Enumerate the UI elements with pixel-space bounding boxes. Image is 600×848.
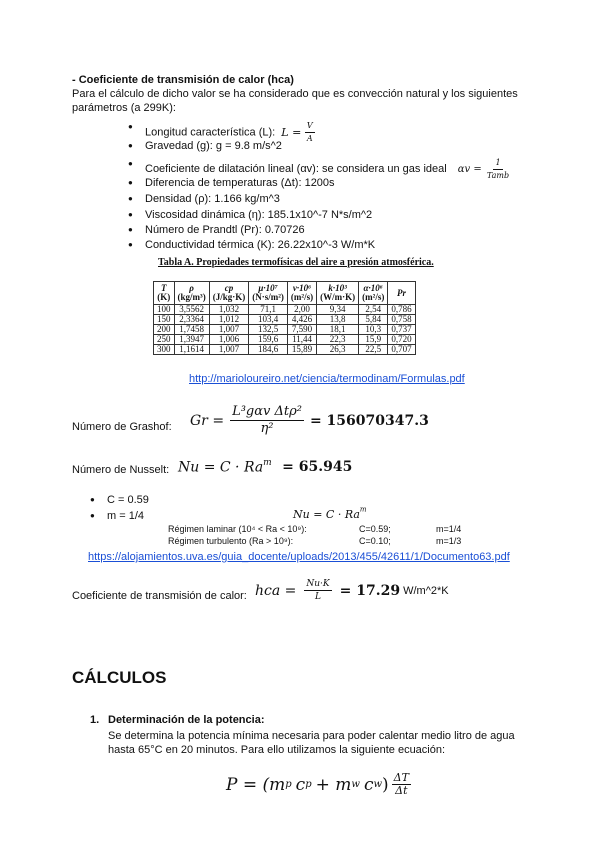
section-heading: - Coeficiente de transmisión de calor (hca) [72,74,294,86]
table-cell: 1,3947 [174,335,209,345]
grashof-label: Número de Grashof: [72,421,172,433]
table-cell: 22,3 [317,335,359,345]
table-header-cell: k·10³ (W/m·K) [317,282,359,305]
table-cell: 103,4 [249,315,288,325]
table-cell: 1,032 [209,305,249,315]
intro-line-2: parámetros (a 299K): [72,102,176,114]
nusselt-formula: $Nu = C \cdot Ra^m = 65.945$ [178,458,353,476]
regime-turbulent: Régimen turbulento (Ra > 10⁹): C=0.10; m=1/3 [168,536,462,546]
table-cell: 13,8 [317,315,359,325]
constant-c: ● C = 0.59 [107,493,149,507]
table-cell: 1,012 [209,315,249,325]
hca-value: = 17.29 [339,582,401,599]
table-cell: 1,006 [209,335,249,345]
table-header-cell: ρ (kg/m³) [174,282,209,305]
bullet-prandtl: ● Número de Prandtl (Pr): 0.70726 [145,223,305,237]
table-row [154,335,416,345]
bullet-gravity: ● Gravedad (g): g = 9.8 m/s^2 [145,139,282,153]
table-row [154,325,416,335]
properties-table [153,281,416,355]
table-cell: 1,7458 [174,325,209,335]
alpha-formula: αv = $\frac{1}{\text{Tamb}}$ [457,158,510,180]
item-text-2: hasta 65°C en 20 minutos. Para ello utilizamos la siguiente ecuación: [108,744,446,756]
table-cell: 1,007 [209,325,249,335]
power-equation: P = (m p c p + m w c w ) $\frac{\Delta T}{\Delta t}$ [226,771,409,797]
constants-source-link[interactable]: https://alojamientos.uva.es/guia_docente/uploads/2013/455/42611/1/Documento63.pdf [88,551,510,563]
nusselt-label: Número de Nusselt: [72,464,170,476]
table-cell: 11,44 [287,335,316,345]
table-header-cell: α·10⁶ (m²/s) [359,282,388,305]
table-cell: 7,590 [287,325,316,335]
grashof-formula: Gr = $\frac{\text{L³gαv Δtρ²}}{\text{η²}}$ = 156070347.3 [190,404,429,436]
table-cell: 150 [154,315,175,325]
table-cell: 3,5562 [174,305,209,315]
table-cell: 1,1614 [174,345,209,355]
length-formula: L = $\frac{V}{A}$ [281,121,313,143]
table-header-cell: T (K) [154,282,175,305]
table-cell: 100 [154,305,175,315]
nusselt-value: = 65.945 [282,459,353,476]
table-cell: 2,3364 [174,315,209,325]
table-cell: 250 [154,335,175,345]
table-cell: 132,5 [249,325,288,335]
table-cell: 0,758 [388,315,415,325]
table-title: Tabla A. Propiedades termofísicas del aire a presión atmosférica. [158,257,434,268]
table-cell: 15,9 [359,335,388,345]
item-number: 1. [90,714,100,726]
table-cell: 22,5 [359,345,388,355]
bullet-alpha: ● Coeficiente de dilatación lineal (αv): se considera un gas ideal αv = $\frac{1}{\text{Tamb}}$ [145,157,511,182]
intro-line-1: Para el cálculo de dicho valor se ha considerado que es convección natural y los siguientes [72,88,518,100]
item-text-1: Se determina la potencia mínima necesaria para poder calentar medio litro de agua [108,730,515,742]
table-cell: 4,426 [287,315,316,325]
table-cell: 2,54 [359,305,388,315]
bullet-delta-t: ● Diferencia de temperaturas (Δt): 1200s [145,176,335,190]
table-header-cell: cp (J/kg·K) [209,282,249,305]
grashof-value: = 156070347.3 [309,412,429,429]
bullet-conductivity: ● Conductividad térmica (K): 26.22x10^-3 W/m*K [145,238,375,252]
table-cell: 300 [154,345,175,355]
item-title: Determinación de la potencia: [108,714,265,726]
table-cell: 15,89 [287,345,316,355]
table-cell: 5,84 [359,315,388,325]
table-cell: 2,00 [287,305,316,315]
table-cell: 184,6 [249,345,288,355]
table-cell: 10,3 [359,325,388,335]
table-header-cell: ν·10⁶ (m²/s) [287,282,316,305]
table-cell: 0,786 [388,305,415,315]
table-header-cell: μ·10⁷ (N·s/m²) [249,282,288,305]
table-cell: 0,737 [388,325,415,335]
bullet-viscosity: ● Viscosidad dinámica (η): 185.1x10^-7 N*s/m^2 [145,208,372,222]
table-cell: 0,707 [388,345,415,355]
nu-reference-formula: $Nu = C \cdot Ra^m$ [293,505,367,521]
table-cell: 9,34 [317,305,359,315]
hca-unit: W/m^2*K [403,584,449,597]
regime-laminar: Régimen laminar (10⁴ < Ra < 10⁹): C=0.59; m=1/4 [168,524,462,534]
table-cell: 159,6 [249,335,288,345]
table-cell: 1,007 [209,345,249,355]
hca-label: Coeficiente de transmisión de calor: [72,590,247,602]
bullet-density: ● Densidad (ρ): 1.166 kg/m^3 [145,192,280,206]
table-cell: 18,1 [317,325,359,335]
bullet-length: ● Longitud característica (L): L = $\frac{V}{A}$ [145,120,315,145]
table-cell: 0,720 [388,335,415,345]
constant-m: ● m = 1/4 [107,509,144,523]
table-source-link[interactable]: http://marioloureiro.net/ciencia/termodinam/Formulas.pdf [189,373,465,385]
table-row [154,305,416,315]
table-cell: 200 [154,325,175,335]
table-row [154,345,416,355]
table-cell: 26,3 [317,345,359,355]
calculos-title: CÁLCULOS [72,668,167,687]
hca-formula: hca = $\frac{Nu\cdot K}{L}$ = 17.29 W/m^2*K [255,579,449,602]
table-cell: 71,1 [249,305,288,315]
table-header-cell: Pr [388,282,415,305]
table-row [154,315,416,325]
